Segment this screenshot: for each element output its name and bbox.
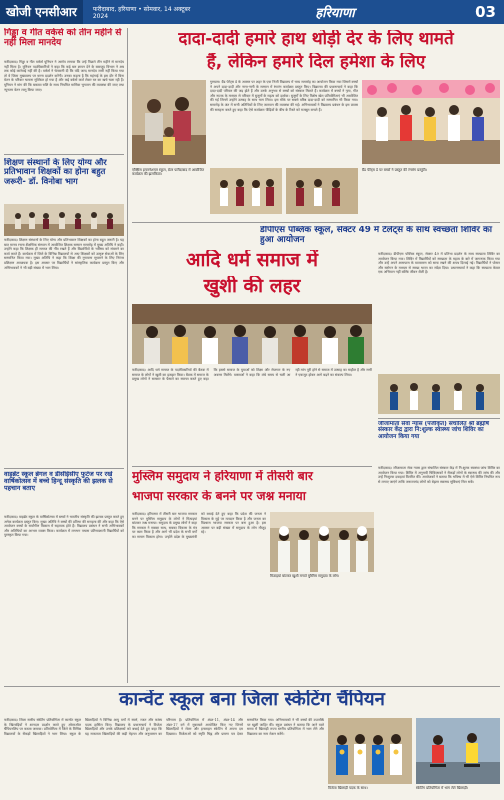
lead-caption-2: ग्रैंड पेरेंट्स डे पर बच्चों ने प्रस्तुत की रंगारंग प्रस्तुति। [362, 168, 428, 172]
left2-body: फरीदाबाद। शिक्षण संस्थानों के लिए योग्य और प्रतिभावान शिक्षकों का होना बहुत जरूरी है। यह बात मानव रचना शैक्षणिक संस्थान में आयोजित शिक्षक सम्मान समारोह में मुख्य अतिथि ने कही। उन्होंने कहा कि शिक्षक ही समाज की नींव रखते हैं और विद्यार्थियों के भविष्य को संवारने का कार्य करते हैं। कार्यक्रम में जिले के विभिन्न विद्यालयों से आए शिक्षकों को उत्कृष्ट सेवाओं के लिए सम्मानित किया गया। मुख्य अतिथि ने कहा कि शिक्षा की गुणवत्ता सुधारने के लिए निरंतर प्रशिक्षण आवश्यक है। इस अवसर पर विद्यार्थियों ने सांस्कृतिक कार्यक्रम प्रस्तुत किए और अभिभावकों ने भी बड़ी संख्या में भाग लिया। [4, 238, 124, 270]
dharma-headline-line2: खुशी की लहर [203, 276, 301, 297]
vibrant-body: फरीदाबाद। वाइब्रेंट स्कूल के वार्षिकोत्सव में बच्चों ने भारतीय संस्कृति की झलक प्रस्तुत करते हुए अनेक कार्यक्रम प्रस्तुत किए। मुख्य अतिथि ने बच्चों की प्रतिभा की सराहना की और कहा कि ऐसे आयोजन बच्चों के सर्वांगीण विकास में सहायक होते हैं। विद्यालय प्रबंधन ने सभी अभिभावकों और अतिथियों का आभार व्यक्त किया। कार्यक्रम में लगभग पचास प्रतिभाशाली विद्यार्थियों को पुरस्कृत किया गया। [4, 515, 124, 538]
section-title: हरियाणा [315, 6, 355, 21]
dharma-photo [132, 304, 372, 364]
left2-photo [4, 204, 124, 236]
ncc-body-cont [378, 568, 500, 682]
lead-body-cont [362, 184, 500, 218]
lead-caption-1: एक्सिस इन्टरनेशनल स्कूल, ग्रेटर फरीदाबाद में आयोजित कार्यक्रम की झलकियां। [132, 168, 205, 177]
lead-photo-right [362, 80, 500, 164]
newspaper-brand: खोजी एनसीआर [0, 0, 83, 24]
grandparents-photo-1 [132, 80, 206, 164]
dps-body: फरीदाबाद। डीपीएस पब्लिक स्कूल, सेक्टर 49 में प्रतिभा प्रदर्शन के साथ स्वच्छता शिविर का आयोजन किया गया। शिविर में विद्यार्थियों को स्वच्छता के महत्व के बारे में जागरूक किया गया और उन्हें अपने आसपास के वातावरण को साफ रखने की शपथ दिलाई गई। विद्यार्थियों ने पोस्टर और स्लोगन के माध्यम से स्वच्छ भारत का संदेश दिया। प्रधानाचार्या ने कहा कि स्वच्छता केवल एक अभियान नहीं बल्कि जीवन शैली है। [378, 252, 500, 275]
dps-photo [378, 374, 500, 414]
dharma-meeting-photo [132, 304, 372, 364]
muslim-body-cont [270, 586, 374, 682]
muslim-headline-line2: भाजपा सरकार के बनने पर जश्न मनाया [132, 490, 306, 503]
muslim-headline-line1: मुस्लिम समुदाय ने हरियाणा में तीसरी बार [132, 470, 313, 483]
dateline: फरीदाबाद, हरियाणा • सोमवार, 14 अक्टूबर 2024 [92, 5, 191, 20]
skating-winners-photo [328, 718, 412, 784]
dharma-headline-line1: आदि धर्म समाज में [186, 250, 318, 271]
skating-body: फरीदाबाद। जिला स्तरीय स्केटिंग प्रतियोगिता में कान्वेंट स्कूल के खिलाड़ियों ने शानदार प्रदर्शन करते हुए ओवरऑल चैंपियनशिप पर कब्जा जमाया। प्रतियोगिता में जिले के विभिन्न विद्यालयों के सैकड़ों खिलाड़ियों ने भाग लिया। स्कूल के खिलाड़ियों ने विभिन्न आयु वर्गों में स्वर्ण, रजत और कांस्य पदक हासिल किए। विद्यालय के प्रधानाचार्य ने विजेता खिलाड़ियों और उनके प्रशिक्षकों को बधाई देते हुए कहा कि यह सफलता खिलाड़ियों की कड़ी मेहनत और अनुशासन का परिणाम है। प्रतियोगिता में अंडर-11, अंडर-14 और अंडर-17 वर्ग में मुकाबले आयोजित किए गए जिनमें खिलाड़ियों ने रोलर और इनलाइन स्केटिंग में अपना दम दिखाया। विजेताओं को स्मृति चिह्न और प्रमाण पत्र देकर सम्मानित किया गया। अभिभावकों ने भी बच्चों की उपलब्धि पर खुशी जाहिर की। स्कूल प्रबंधन ने बताया कि आने वाले समय में खिलाड़ी राज्य स्तरीय प्रतियोगिता में भाग लेंगे और विद्यालय का नाम रोशन करेंगे। [4, 718, 324, 736]
lead-photo-left [132, 80, 206, 164]
page-number: 03 [475, 3, 496, 21]
left2-headline: शिक्षण संस्थानों के लिए योग्य और प्रतिभावान शिक्षकों का होना बहुत जरूरी- डॉ. विनोबा भाग [4, 158, 107, 186]
lead-headline-line2: हैं, लेकिन हमारे दिल हमेशा के लिए [206, 53, 426, 72]
muslim-caption: मिठाइयां बांटकर खुशी मनाते मुस्लिम समुदाय के लोग। [270, 574, 340, 578]
teachers-photo [4, 204, 124, 236]
vibrant-headline: वाइब्रेंट स्कूल ब्रेगल व डीसीईसीए फुटेज पर रखे वार्षिकोत्सव में बच्चे हिन्दू संस्कृति की झलक से पहचान बताए [4, 471, 113, 493]
muslim-celebration-photo [270, 512, 374, 572]
grandparents-photo-2 [362, 80, 500, 164]
left1-headline: गिड्ढा व गीत वर्कर्स को तीन महीने से नहीं मिला मानदेय [4, 28, 122, 49]
lead-body: गुरुग्राम। ग्रैंड पेरेंट्स डे के अवसर पर शहर के एक निजी विद्यालय में भव्य समारोह का आयोजन किया गया जिसमें बच्चों ने अपने दादा-दादी और नाना-नानी के सम्मान में रंगारंग कार्यक्रम प्रस्तुत किए। विद्यालय की प्रधानाचार्य ने कहा कि दादा-दादी परिवार की जड़ होते हैं और उनके अनुभव से बच्चों को संस्कार मिलते हैं। कार्यक्रम में बच्चों ने नृत्य, गीत और नाटक के माध्यम से परिवार में बुजुर्गों के महत्व को दर्शाया। बुजुर्गों के लिए विशेष खेल प्रतियोगिताएं भी आयोजित की गईं जिनमें उन्होंने उत्साह के साथ भाग लिया। इस मौके पर सबसे वरिष्ठ दादा-दादी को सम्मानित भी किया गया। समारोह के अंत में सभी अतिथियों के लिए जलपान की व्यवस्था की गई। अभिभावकों ने विद्यालय प्रबंधन के इस प्रयास की सराहना करते हुए कहा कि ऐसे कार्यक्रम पीढ़ियों के बीच के रिश्ते को मजबूत बनाते हैं। [210, 80, 358, 112]
lead-photo-strip [210, 168, 358, 214]
ncc-body: फरीदाबाद। जीजामाता सेवा न्यास द्वारा संचालित संस्कार केंद्र में नि:शुल्क स्वास्थ्य जांच शिविर का आयोजन किया गया। शिविर में अनुभवी चिकित्सकों ने सैकड़ों लोगों के स्वास्थ्य की जांच की और उन्हें निःशुल्क दवाइयां वितरित कीं। आयोजकों ने बताया कि भविष्य में भी ऐसे शिविर नियमित रूप से लगाए जाएंगे ताकि जरूरतमंद लोगों को बेहतर स्वास्थ्य सुविधाएं मिल सकें। [378, 466, 500, 484]
dps-headline: डीपीएस पब्लिक स्कूल, सेक्टर 49 में टैलेंट्स के साथ स्वच्छता शिविर का हुआ आयोजन [260, 226, 493, 245]
left1-body: फरीदाबाद। गिड्ढा व गीत वर्कर्स यूनियन ने आरोप लगाया कि उन्हें पिछले तीन महीने से मानदेय नहीं मिला है। यूनियन पदाधिकारियों ने कहा कि कई बार ज्ञापन देने के बावजूद विभाग ने अब तक कोई कार्रवाई नहीं की है। वर्कर्स ने चेतावनी दी कि यदि जल्द मानदेय जारी नहीं किया गया तो वे जिला मुख्यालय पर धरना प्रदर्शन करेंगी। उनका कहना है कि महंगाई के इस दौर में बिना वेतन के परिवार चलाना मुश्किल हो गया है और कई वर्कर्स कर्ज लेकर घर का खर्च चला रही हैं। यूनियन ने मांग की कि बकाया राशि के साथ नियमित मासिक भुगतान की व्यवस्था की जाए तथा न्यूनतम वेतन लागू किया जाए। [4, 60, 124, 92]
grandparents-photo-3 [210, 168, 358, 214]
muslim-body: फरीदाबाद। हरियाणा में तीसरी बार भाजपा सरकार बनने पर मुस्लिम समुदाय के लोगों ने मिठाइयां बांटकर जश्न मनाया। समुदाय के प्रमुख लोगों ने कहा कि सरकार ने सबका साथ, सबका विकास के मंत्र पर काम किया है और आगे भी प्रदेश के सभी वर्गों का समान विकास होगा। उन्होंने प्रदेश के मुख्यमंत्री को बधाई देते हुए कहा कि प्रदेश की जनता ने विकास के मुद्दे पर मतदान किया है और जनता का विश्वास भाजपा सरकार पर बना हुआ है। इस अवसर पर बड़ी संख्या में समुदाय के लोग मौजूद रहे। [132, 512, 266, 539]
skating-race-photo [416, 718, 500, 784]
skating-caption-1: विजेता खिलाड़ी पदक के साथ। [328, 786, 368, 790]
lead-headline-line1: दादा-दादी हमारे हाथ थोड़ी देर के लिए थामते [178, 30, 454, 49]
skating-photo-2 [416, 718, 500, 784]
skating-headline: कान्वेंट स्कूल बना जिला स्केटिंग चैंपियन [119, 690, 385, 710]
muslim-photo [270, 512, 374, 572]
skating-caption-2: स्केटिंग प्रतियोगिता में भाग लेते खिलाड़ी। [416, 786, 469, 790]
ncc-headline: जीजामाता सेवा न्यास (पंजीकृत) संचालित श्री ब्रह्मर्षि संस्कार केंद्र द्वारा नि:शुल्क स्वास्थ्य जांच शिविर का आयोजन किया गया [378, 421, 490, 440]
dharma-body: फरीदाबाद। आदि धर्म समाज के पदाधिकारियों की बैठक में समाज के लोगों ने खुशी का इजहार किया। बैठक में समाज के प्रमुख लोगों ने सरकार के फैसले का स्वागत करते हुए कहा कि इससे समाज के युवाओं को शिक्षा और रोजगार के नए अवसर मिलेंगे। वक्ताओं ने कहा कि लंबे समय से चली आ रही मांग पूरी होने से समाज में उत्साह का माहौल है और सभी ने एकजुट होकर आगे बढ़ने का संकल्प लिया। [132, 368, 372, 382]
masthead [0, 0, 504, 24]
skating-photo-1 [328, 718, 412, 784]
dps-camp-photo [378, 374, 500, 414]
